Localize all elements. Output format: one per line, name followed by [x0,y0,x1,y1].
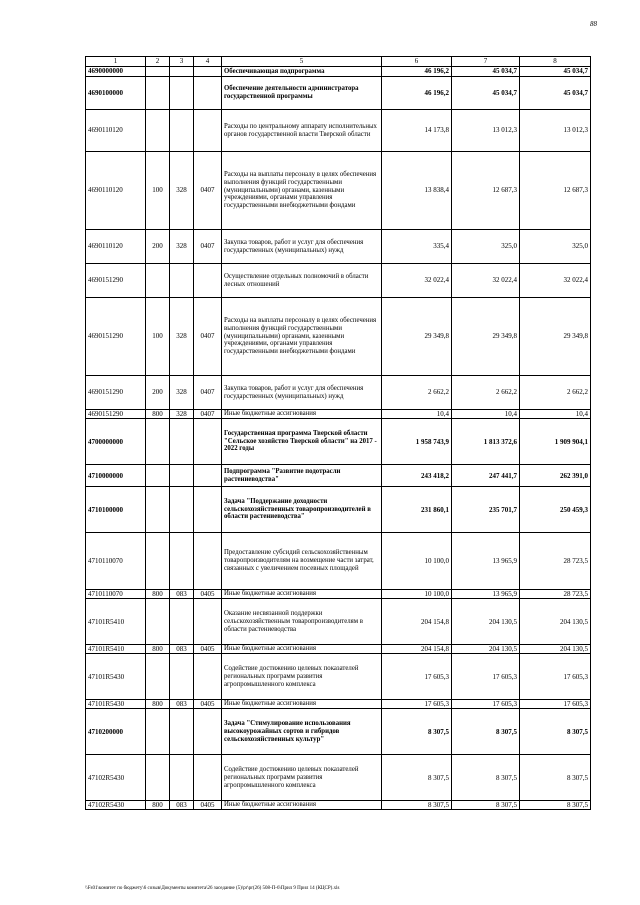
cell-value-2017: 243 418,2 [382,465,452,487]
table-row [86,533,591,590]
cell-value-2018: 8 307,5 [452,709,520,755]
table-row [86,465,591,487]
cell-section: 0407 [194,298,222,376]
cell-value-2019: 204 130,5 [520,599,591,645]
cell-value-2017: 8 307,5 [382,801,452,810]
cell-dept [170,709,194,755]
table-row [86,410,591,419]
cell-dept: 083 [170,801,194,810]
cell-value-2019: 8 307,5 [520,709,591,755]
cell-name: Осуществление отдельных полномочий в области лесных отношений [222,264,382,298]
header-cell: 2 [146,57,170,67]
cell-section [194,654,222,700]
cell-name: Закупка товаров, работ и услуг для обеспечения государственных (муниципальных) нужд [222,376,382,410]
cell-value-2019: 28 723,5 [520,533,591,590]
header-cell: 6 [382,57,452,67]
cell-code: 47102R5430 [86,801,146,810]
cell-group: 800 [146,801,170,810]
cell-code: 47101R5430 [86,700,146,709]
cell-value-2018: 1 813 372,6 [452,419,520,465]
cell-value-2018: 32 022,4 [452,264,520,298]
cell-value-2018: 8 307,5 [452,801,520,810]
table-header-row [86,57,591,67]
cell-value-2019: 12 687,3 [520,152,591,230]
cell-value-2017: 32 022,4 [382,264,452,298]
cell-dept [170,110,194,152]
table-row [86,709,591,755]
cell-code: 4690000000 [86,67,146,77]
cell-value-2017: 231 860,1 [382,487,452,533]
cell-value-2019: 28 723,5 [520,590,591,599]
cell-name: Иные бюджетные ассигнования [222,590,382,599]
cell-section [194,487,222,533]
cell-name: Содействие достижению целевых показателей региональных программ развития агропромышленного комплекса [222,654,382,700]
cell-section: 0407 [194,410,222,419]
header-cell: 5 [222,57,382,67]
header-cell: 3 [170,57,194,67]
cell-value-2017: 29 349,8 [382,298,452,376]
cell-section [194,264,222,298]
cell-value-2018: 13 965,9 [452,590,520,599]
cell-name: Иные бюджетные ассигнования [222,700,382,709]
table-row [86,67,591,77]
cell-section: 0407 [194,376,222,410]
cell-value-2018: 17 605,3 [452,700,520,709]
cell-group: 800 [146,410,170,419]
cell-value-2018: 325,0 [452,230,520,264]
cell-value-2017: 14 173,8 [382,110,452,152]
table-row [86,654,591,700]
cell-name: Обеспечивающая подпрограмма [222,67,382,77]
cell-code: 4690151290 [86,410,146,419]
cell-value-2017: 13 838,4 [382,152,452,230]
cell-value-2019: 204 130,5 [520,645,591,654]
cell-value-2019: 29 349,8 [520,298,591,376]
cell-dept [170,77,194,110]
cell-group: 800 [146,645,170,654]
cell-code: 4710100000 [86,487,146,533]
cell-code: 4690100000 [86,77,146,110]
cell-name: Подпрограмма "Развитие подотрасли растениеводства" [222,465,382,487]
cell-value-2018: 17 605,3 [452,654,520,700]
cell-value-2019: 8 307,5 [520,755,591,801]
cell-code: 47102R5430 [86,755,146,801]
cell-name: Обеспечение деятельности администратора государственной программы [222,77,382,110]
cell-code: 4690151290 [86,264,146,298]
cell-value-2017: 46 196,2 [382,77,452,110]
cell-dept [170,755,194,801]
table-row [86,590,591,599]
cell-value-2019: 13 012,3 [520,110,591,152]
cell-value-2017: 335,4 [382,230,452,264]
cell-section [194,599,222,645]
cell-value-2017: 10 100,0 [382,590,452,599]
cell-name: Содействие достижению целевых показателей региональных программ развития агропромышленного комплекса [222,755,382,801]
table-row [86,298,591,376]
table-row [86,264,591,298]
table-row [86,801,591,810]
table-row [86,419,591,465]
cell-value-2018: 45 034,7 [452,77,520,110]
cell-value-2017: 8 307,5 [382,709,452,755]
cell-code: 4690151290 [86,298,146,376]
cell-section: 0407 [194,230,222,264]
cell-section [194,465,222,487]
cell-code: 47101R5410 [86,645,146,654]
cell-section: 0405 [194,801,222,810]
cell-group [146,654,170,700]
header-cell: 1 [86,57,146,67]
cell-value-2017: 1 958 743,9 [382,419,452,465]
cell-group [146,419,170,465]
cell-section: 0405 [194,645,222,654]
cell-section [194,77,222,110]
cell-dept: 083 [170,700,194,709]
cell-value-2019: 325,0 [520,230,591,264]
cell-value-2018: 204 130,5 [452,645,520,654]
cell-group [146,599,170,645]
cell-group [146,77,170,110]
table-row [86,230,591,264]
cell-code: 4690151290 [86,376,146,410]
cell-section: 0405 [194,700,222,709]
cell-group: 200 [146,230,170,264]
cell-name: Расходы на выплаты персоналу в целях обеспечения выполнения функций государственными (муниципальными) органами, казенными учреждениями, органами управления государственными внебюджетными фондами [222,298,382,376]
cell-group [146,487,170,533]
cell-code: 4690110120 [86,230,146,264]
cell-section [194,110,222,152]
table-row [86,110,591,152]
cell-group [146,709,170,755]
cell-group [146,533,170,590]
cell-value-2017: 204 154,8 [382,599,452,645]
cell-group [146,755,170,801]
cell-value-2019: 17 605,3 [520,654,591,700]
cell-name: Задача "Поддержание доходности сельскохозяйственных товаропроизводителей в области растениеводства" [222,487,382,533]
table-row [86,487,591,533]
cell-name: Государственная программа Тверской области "Сельское хозяйство Тверской области" на 2017 - 2022 годы [222,419,382,465]
cell-code: 47101R5410 [86,599,146,645]
cell-value-2018: 10,4 [452,410,520,419]
cell-value-2018: 247 441,7 [452,465,520,487]
cell-value-2018: 8 307,5 [452,755,520,801]
cell-section [194,755,222,801]
cell-dept: 328 [170,376,194,410]
cell-group [146,465,170,487]
cell-group [146,67,170,77]
cell-code: 4690110120 [86,110,146,152]
cell-name: Закупка товаров, работ и услуг для обеспечения государственных (муниципальных) нужд [222,230,382,264]
cell-name: Задача "Стимулирование использования высокоурожайных сортов и гибридов сельскохозяйственных культур" [222,709,382,755]
cell-dept [170,419,194,465]
cell-group: 800 [146,700,170,709]
cell-code: 4690110120 [86,152,146,230]
cell-value-2017: 17 605,3 [382,700,452,709]
page-number: 88 [590,20,597,28]
cell-dept [170,654,194,700]
cell-dept [170,264,194,298]
cell-dept: 083 [170,645,194,654]
cell-value-2018: 45 034,7 [452,67,520,77]
cell-value-2017: 46 196,2 [382,67,452,77]
budget-table [85,56,591,810]
cell-code: 4710110070 [86,590,146,599]
cell-section: 0407 [194,152,222,230]
cell-value-2019: 262 391,0 [520,465,591,487]
cell-value-2019: 45 034,7 [520,77,591,110]
cell-code: 4700000000 [86,419,146,465]
cell-value-2018: 12 687,3 [452,152,520,230]
cell-value-2019: 17 605,3 [520,700,591,709]
table-row [86,700,591,709]
cell-dept [170,465,194,487]
cell-value-2018: 235 701,7 [452,487,520,533]
cell-dept: 328 [170,230,194,264]
cell-group [146,264,170,298]
cell-value-2018: 13 012,3 [452,110,520,152]
cell-value-2017: 10,4 [382,410,452,419]
header-cell: 8 [520,57,591,67]
cell-group: 100 [146,298,170,376]
cell-value-2019: 32 022,4 [520,264,591,298]
cell-value-2018: 204 130,5 [452,599,520,645]
cell-value-2018: 13 965,9 [452,533,520,590]
table-row [86,599,591,645]
cell-value-2017: 204 154,8 [382,645,452,654]
cell-name: Иные бюджетные ассигнования [222,801,382,810]
cell-dept: 328 [170,152,194,230]
cell-name: Предоставление субсидий сельскохозяйственным товаропроизводителям на возмещение части затрат, связанных с увеличением посевных площадей [222,533,382,590]
table-row [86,152,591,230]
cell-section: 0405 [194,590,222,599]
cell-dept [170,67,194,77]
cell-dept: 083 [170,590,194,599]
cell-value-2019: 1 909 904,1 [520,419,591,465]
cell-value-2017: 2 662,2 [382,376,452,410]
cell-group: 800 [146,590,170,599]
cell-code: 4710110070 [86,533,146,590]
cell-value-2019: 2 662,2 [520,376,591,410]
cell-dept [170,487,194,533]
header-cell: 7 [452,57,520,67]
cell-section [194,709,222,755]
cell-section [194,533,222,590]
cell-code: 4710000000 [86,465,146,487]
table-row [86,755,591,801]
cell-section [194,67,222,77]
file-path-footer: \\Fs01\комитет по бюджету\6 созыв\Документы комитета\26 заседание (5)\pr\pr(26) 508-П-6\Прил 9 Прил 14 (КЦСР).xls [85,886,340,891]
cell-code: 47101R5430 [86,654,146,700]
cell-dept [170,533,194,590]
cell-value-2017: 17 605,3 [382,654,452,700]
table-row [86,376,591,410]
cell-dept: 328 [170,298,194,376]
table-row [86,645,591,654]
cell-dept [170,599,194,645]
cell-name: Расходы по центральному аппарату исполнительных органов государственной власти Тверской области [222,110,382,152]
table-row [86,77,591,110]
cell-value-2019: 45 034,7 [520,67,591,77]
cell-group: 200 [146,376,170,410]
cell-group: 100 [146,152,170,230]
cell-section [194,419,222,465]
header-cell: 4 [194,57,222,67]
cell-group [146,110,170,152]
cell-code: 4710200000 [86,709,146,755]
cell-name: Иные бюджетные ассигнования [222,410,382,419]
cell-value-2019: 10,4 [520,410,591,419]
cell-name: Иные бюджетные ассигнования [222,645,382,654]
cell-name: Расходы на выплаты персоналу в целях обеспечения выполнения функций государственными (муниципальными) органами, казенными учреждениями, органами управления государственными внебюджетными фондами [222,152,382,230]
cell-value-2017: 10 100,0 [382,533,452,590]
cell-value-2019: 8 307,5 [520,801,591,810]
cell-value-2018: 2 662,2 [452,376,520,410]
cell-value-2019: 250 459,3 [520,487,591,533]
cell-value-2017: 8 307,5 [382,755,452,801]
cell-value-2018: 29 349,8 [452,298,520,376]
cell-dept: 328 [170,410,194,419]
cell-name: Оказание несвязанной поддержки сельскохозяйственным товаропроизводителям в области растениеводства [222,599,382,645]
